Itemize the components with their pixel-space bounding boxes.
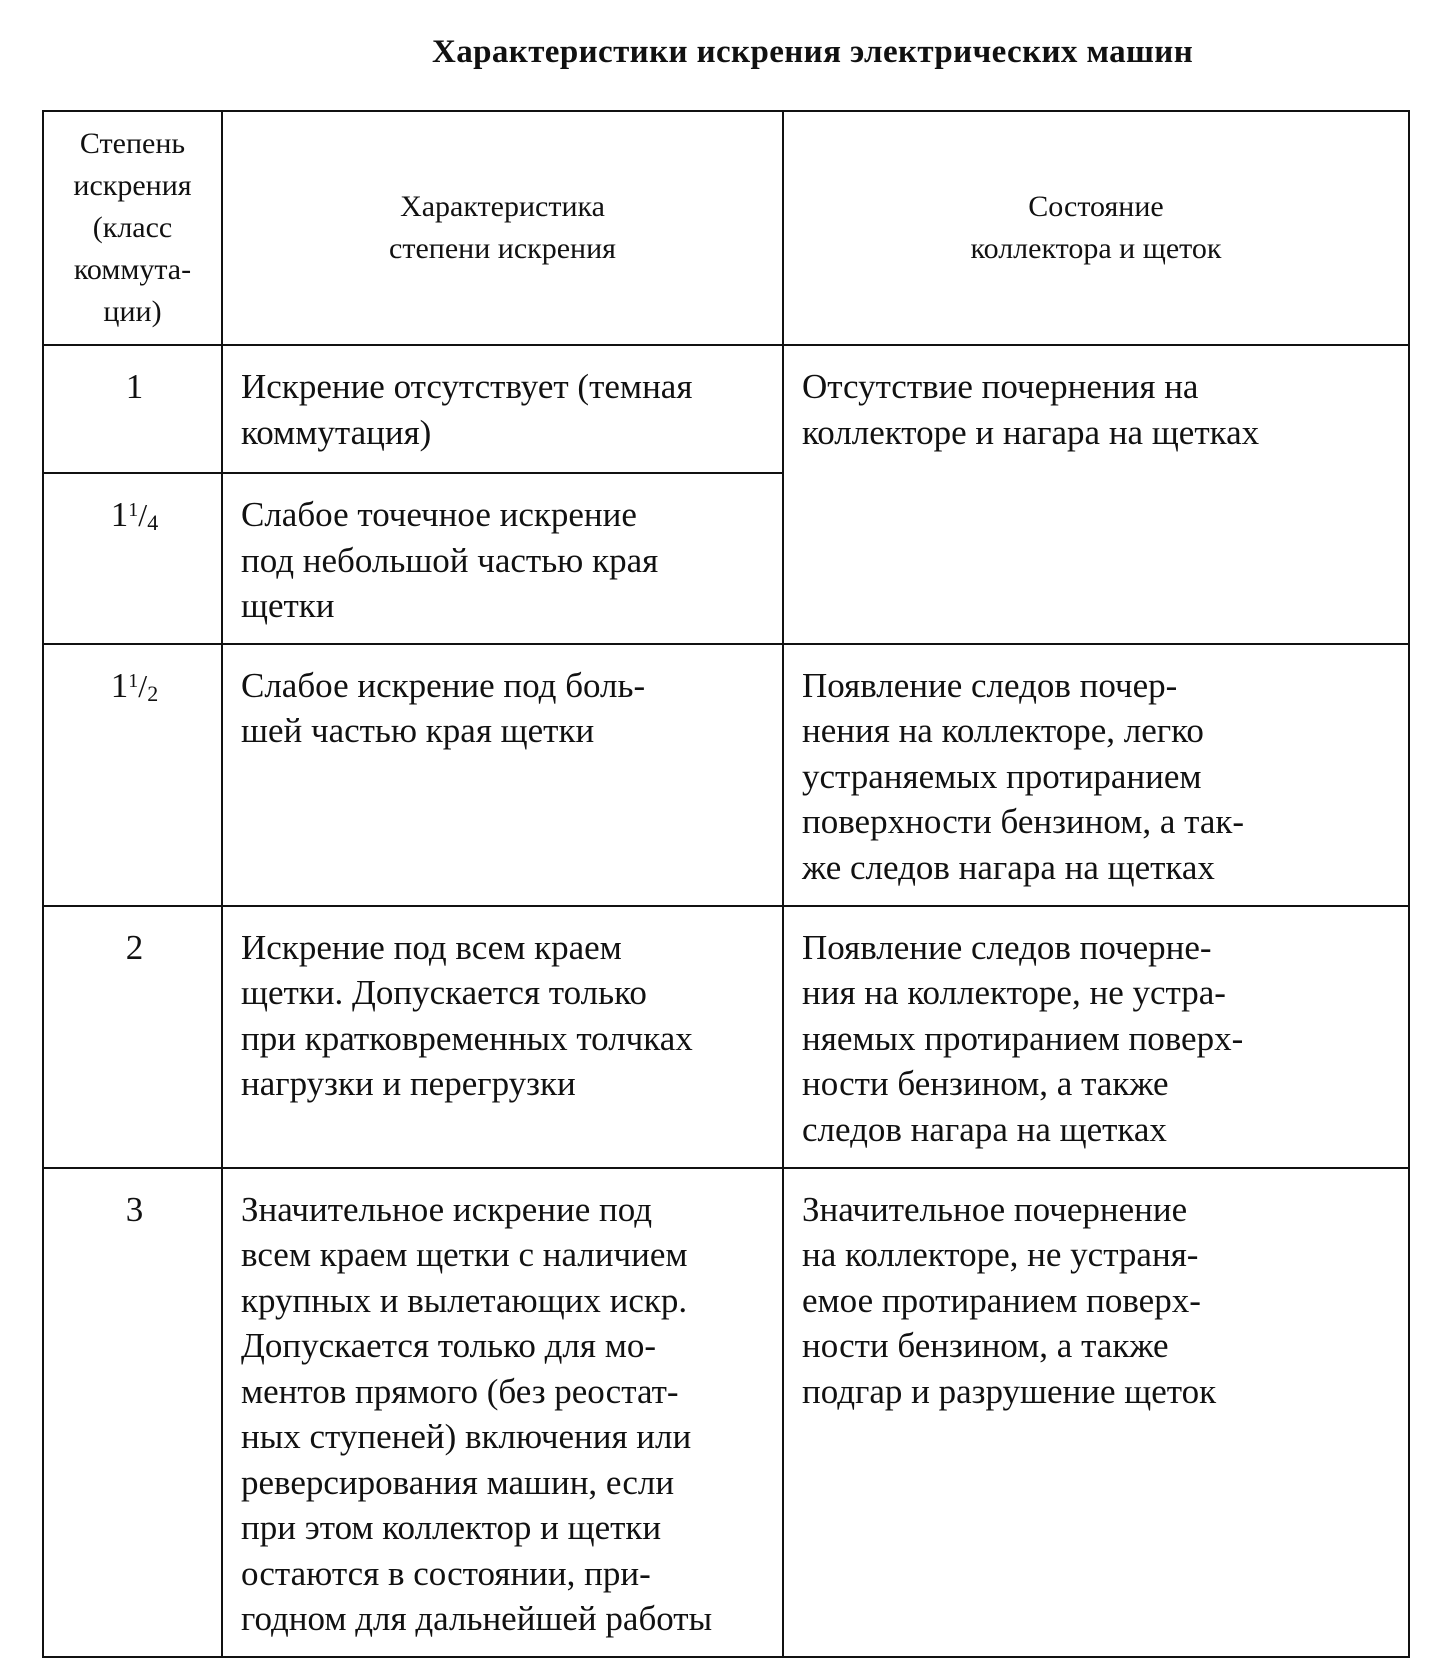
characteristic-cell bbox=[222, 473, 783, 644]
text-line: же следов нагара на щетках bbox=[802, 847, 1215, 887]
page-title: Характеристики искрения электрических машин bbox=[432, 34, 1194, 70]
degree-cell: 1 bbox=[43, 345, 222, 473]
text-line: крупных и вылетающих искр. bbox=[241, 1280, 688, 1320]
table-row bbox=[43, 345, 1409, 473]
text-line: ментов прямого (без реостат- bbox=[241, 1371, 679, 1411]
header-characteristic-line: Характеристика bbox=[400, 190, 605, 223]
text-line: при этом коллектор и щетки bbox=[241, 1508, 662, 1547]
header-state-line: Состояние bbox=[1028, 190, 1164, 223]
state-cell bbox=[783, 906, 1409, 1168]
characteristic-cell bbox=[222, 1168, 783, 1657]
table-row bbox=[43, 1168, 1409, 1657]
text-line: следов нагара на щетках bbox=[802, 1109, 1167, 1149]
text-line: при кратковременных толчках bbox=[241, 1018, 693, 1058]
text-line: под небольшой частью края bbox=[241, 540, 659, 580]
text-line: ности бензином, а также bbox=[802, 1326, 1169, 1365]
text-line: няемых протиранием поверх- bbox=[802, 1018, 1244, 1058]
state-cell bbox=[783, 644, 1409, 906]
characteristic-cell bbox=[222, 906, 783, 1168]
characteristic-cell bbox=[222, 644, 783, 906]
header-state-line: коллектора и щеток bbox=[970, 232, 1222, 265]
text-line: подгар и разрушение щеток bbox=[802, 1371, 1217, 1411]
text-line: Значительное почернение bbox=[802, 1189, 1188, 1229]
header-degree-line: Степень bbox=[79, 127, 186, 160]
text-line: годном для дальнейшей работы bbox=[241, 1599, 713, 1638]
degree-cell: 3 bbox=[43, 1168, 222, 1657]
fraction-whole: 1 bbox=[110, 495, 129, 534]
text-line: на коллекторе, не устраня- bbox=[802, 1235, 1199, 1274]
header-characteristic bbox=[222, 111, 783, 345]
text-line: шей частью края щетки bbox=[241, 711, 595, 750]
header-degree-line: коммута- bbox=[73, 253, 192, 286]
degree-cell bbox=[43, 473, 222, 644]
degree-fraction bbox=[111, 495, 158, 534]
fraction-denominator: 4 bbox=[147, 510, 159, 535]
text-line: щетки. Допускается только bbox=[241, 973, 647, 1012]
state-cell bbox=[783, 345, 1409, 644]
header-degree bbox=[43, 111, 222, 345]
text-line: Искрение под всем краем bbox=[241, 927, 622, 967]
text-line: поверхности бензином, а так- bbox=[802, 802, 1245, 841]
header-degree-line: ции) bbox=[103, 295, 162, 328]
header-degree-line: (класс bbox=[92, 211, 173, 244]
text-line: ния на коллекторе, не устра- bbox=[802, 973, 1226, 1012]
text-line: остаются в состоянии, при- bbox=[241, 1553, 651, 1593]
fraction-denominator: 2 bbox=[147, 680, 159, 706]
text-line: Слабое точечное искрение bbox=[241, 495, 637, 534]
text-line: устраняемых протиранием bbox=[802, 756, 1202, 796]
fraction-slash: / bbox=[138, 497, 148, 533]
text-line: ности бензином, а также bbox=[802, 1064, 1169, 1103]
header-row bbox=[43, 111, 1409, 345]
sparking-characteristics-table bbox=[42, 110, 1410, 1658]
text-line: Значительное искрение под bbox=[241, 1189, 653, 1229]
text-line: коллекторе и нагара на щетках bbox=[802, 412, 1260, 452]
text-line: реверсирования машин, если bbox=[241, 1462, 675, 1502]
text-line: щетки bbox=[241, 586, 335, 625]
text-line: Допускается только для мо- bbox=[241, 1326, 656, 1365]
text-line: всем краем щетки с наличием bbox=[241, 1235, 688, 1274]
fraction-slash: / bbox=[138, 667, 148, 704]
header-characteristic-line: степени искрения bbox=[389, 232, 616, 265]
text-line: нения на коллекторе, легко bbox=[802, 711, 1204, 750]
header-state bbox=[783, 111, 1409, 345]
text-line: Отсутствие почернения на bbox=[802, 367, 1199, 406]
text-line: емое протиранием поверх- bbox=[802, 1280, 1201, 1320]
fraction-numerator: 1 bbox=[128, 499, 139, 521]
table-row bbox=[43, 644, 1409, 906]
fraction-whole: 1 bbox=[110, 665, 129, 705]
text-line: коммутация) bbox=[241, 412, 432, 452]
header-degree-line: искрения bbox=[73, 169, 192, 202]
fraction-numerator: 1 bbox=[128, 669, 139, 692]
text-line: нагрузки и перегрузки bbox=[241, 1064, 576, 1103]
text-line: Искрение отсутствует (темная bbox=[241, 367, 693, 406]
degree-fraction bbox=[111, 666, 158, 705]
table-row bbox=[43, 906, 1409, 1168]
text-line: ных ступеней) включения или bbox=[241, 1417, 692, 1456]
state-cell bbox=[783, 1168, 1409, 1657]
text-line: Слабое искрение под боль- bbox=[241, 665, 646, 705]
text-line: Появление следов почер- bbox=[802, 665, 1178, 705]
degree-cell bbox=[43, 644, 222, 906]
degree-cell: 2 bbox=[43, 906, 222, 1168]
characteristic-cell bbox=[222, 345, 783, 473]
text-line: Появление следов почерне- bbox=[802, 927, 1212, 967]
